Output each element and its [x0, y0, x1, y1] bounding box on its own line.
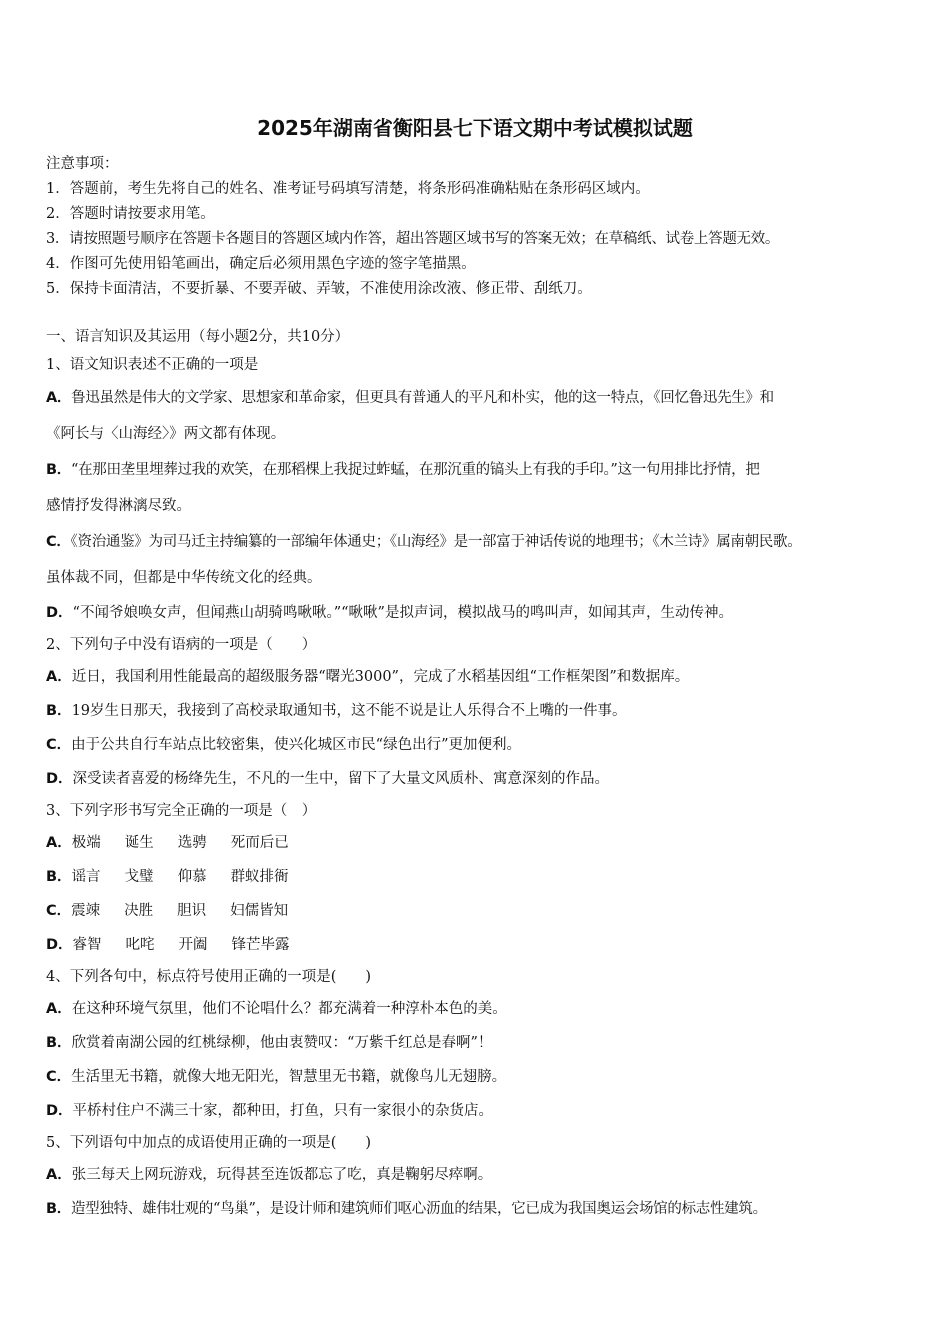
- option-word: 极端: [71, 835, 101, 851]
- option-letter: D．: [46, 771, 73, 787]
- option-text: 近日，我国利用性能最高的超级服务器“曙光3000”，完成了水稻基因组“工作框架图”和数据库。: [71, 669, 690, 685]
- option-word: 群蚁排衙: [230, 869, 289, 885]
- question-option: [46, 1060, 926, 1094]
- option-letter: A．: [46, 1167, 72, 1183]
- option-word: 震竦: [71, 903, 101, 919]
- question-stem: 1、语文知识表述不正确的一项是: [46, 357, 259, 373]
- option-letter: A．: [46, 669, 72, 685]
- note-item: 5．保持卡面清洁，不要折暴、不要弄破、弄皱，不准使用涂改液、修正带、刮纸刀。: [46, 281, 592, 297]
- question-option: [46, 596, 926, 630]
- page-title: 2025年湖南省衡阳县七下语文期中考试模拟试题: [257, 116, 693, 140]
- option-text: 19岁生日那天，我接到了高校录取通知书，这不能不说是让人乐得合不上嘴的一件事。: [71, 703, 627, 719]
- option-letter: B．: [46, 869, 72, 885]
- question-option: [46, 928, 926, 962]
- option-continuation: 《阿长与〈山海经〉》两文都有体现。: [46, 426, 286, 442]
- option-letter: A．: [46, 1001, 72, 1017]
- option-letter: C．: [46, 1069, 72, 1085]
- section-language: [46, 325, 926, 1226]
- note-item: 2．答题时请按要求用笔。: [46, 206, 215, 222]
- option-word: 死而后已: [230, 835, 289, 851]
- question-option: [46, 1026, 926, 1060]
- question-stem: 2、下列句子中没有语病的一项是（ ）: [46, 637, 317, 653]
- option-letter: C．: [46, 534, 71, 550]
- note-item: 1．答题前，考生先将自己的姓名、准考证号码填写清楚，将条形码准确粘贴在条形码区域内。: [46, 181, 650, 197]
- option-text: “不闻爷娘唤女声，但闻燕山胡骑鸣啾啾。”“啾啾”是拟声词，模拟战马的鸣叫声，如闻其声，生动传神。: [72, 605, 733, 621]
- option-word: 开阖: [178, 937, 208, 953]
- option-letter: C．: [46, 737, 72, 753]
- question-option: [46, 728, 926, 762]
- option-letter: A．: [46, 835, 72, 851]
- option-text: 深受读者喜爱的杨绛先生，不凡的一生中，留下了大量文风质朴、寓意深刻的作品。: [72, 771, 610, 787]
- option-text: 造型独特、雄伟壮观的“鸟巢”，是设计师和建筑师们呕心沥血的结果，它已成为我国奥运会场馆的标志性建筑。: [70, 1201, 767, 1217]
- option-text: 在这种环境气氛里，他们不论唱什么？都充满着一种淳朴本色的美。: [71, 1001, 507, 1017]
- option-text: 由于公共自行车站点比较密集，使兴化城区市民“绿色出行”更加便利。: [71, 737, 521, 753]
- question-stem: 3、下列字形书写完全正确的一项是（ ）: [46, 803, 317, 819]
- question-option: [46, 1158, 926, 1192]
- option-letter: D．: [46, 605, 73, 621]
- section-heading: 一、语言知识及其运用（每小题2分，共10分）: [46, 329, 350, 345]
- option-text: 鲁迅虽然是伟大的文学家、思想家和革命家，但更具有普通人的平凡和朴实，他的这一特点，《回忆鲁迅先生》和: [71, 390, 774, 406]
- option-text: 《资治通鉴》为司马迁主持编纂的一部编年体通史；《山海经》是一部富于神话传说的地理书；《木兰诗》属南朝民歌。: [70, 534, 802, 550]
- question-stem: 4、下列各句中，标点符号使用正确的一项是( ): [46, 969, 372, 985]
- option-letter: D．: [46, 937, 73, 953]
- question-option: [46, 452, 926, 488]
- option-word: 胆识: [177, 903, 207, 919]
- question-option: [46, 660, 926, 694]
- option-letter: B．: [46, 1035, 72, 1051]
- option-letter: B．: [46, 462, 71, 478]
- option-text: 生活里无书籍，就像大地无阳光，智慧里无书籍，就像鸟儿无翅膀。: [71, 1069, 507, 1085]
- option-word: 锋芒毕露: [231, 937, 290, 953]
- question-stem: 5、下列语句中加点的成语使用正确的一项是( ): [46, 1135, 372, 1151]
- question-option: [46, 694, 926, 728]
- note-item: 4．作图可先使用铅笔画出，确定后必须用黑色字迹的签字笔描黑。: [46, 256, 476, 272]
- option-text: 张三每天上网玩游戏，玩得甚至连饭都忘了吃，真是鞠躬尽瘁啊。: [71, 1167, 493, 1183]
- option-text: 欣赏着南湖公园的红桃绿柳，他由衷赞叹：“万紫千红总是春啊”！: [71, 1035, 493, 1051]
- option-text: “在那田垄里埋葬过我的欢笑，在那稻棵上我捉过蚱蜢，在那沉重的镐头上有我的手印。”这一句用排比抒情，把: [70, 462, 760, 478]
- option-word: 诞生: [124, 835, 154, 851]
- option-letter: D．: [46, 1103, 73, 1119]
- option-word: 仰慕: [177, 869, 207, 885]
- option-text: 平桥村住户不满三十家，都种田，打鱼，只有一家很小的杂货店。: [72, 1103, 494, 1119]
- option-letter: A．: [46, 390, 72, 406]
- question-option: [46, 992, 926, 1026]
- option-letter: C．: [46, 903, 72, 919]
- notes-block: [46, 152, 926, 302]
- option-word: 决胜: [124, 903, 154, 919]
- option-word: 谣言: [71, 869, 101, 885]
- question-option: [46, 1094, 926, 1128]
- question-option: [46, 826, 926, 860]
- option-word: 戈璧: [124, 869, 154, 885]
- option-letter: B．: [46, 1201, 71, 1217]
- option-word: 叱咤: [125, 937, 155, 953]
- option-word: 睿智: [72, 937, 102, 953]
- question-option: [46, 524, 926, 560]
- question-option: [46, 1192, 926, 1226]
- option-continuation: 虽体裁不同，但都是中华传统文化的经典。: [46, 570, 322, 586]
- question-option: [46, 762, 926, 796]
- note-item: 3．请按照题号顺序在答题卡各题目的答题区域内作答，超出答题区域书写的答案无效；在草稿纸、试卷上答题无效。: [46, 231, 780, 247]
- notes-heading: 注意事项：: [46, 156, 119, 172]
- question-option: [46, 860, 926, 894]
- question-option: [46, 380, 926, 416]
- option-word: 妇儒皆知: [230, 903, 289, 919]
- question-option: [46, 894, 926, 928]
- option-word: 选骋: [177, 835, 207, 851]
- option-letter: B．: [46, 703, 72, 719]
- option-continuation: 感情抒发得淋漓尽致。: [46, 498, 191, 514]
